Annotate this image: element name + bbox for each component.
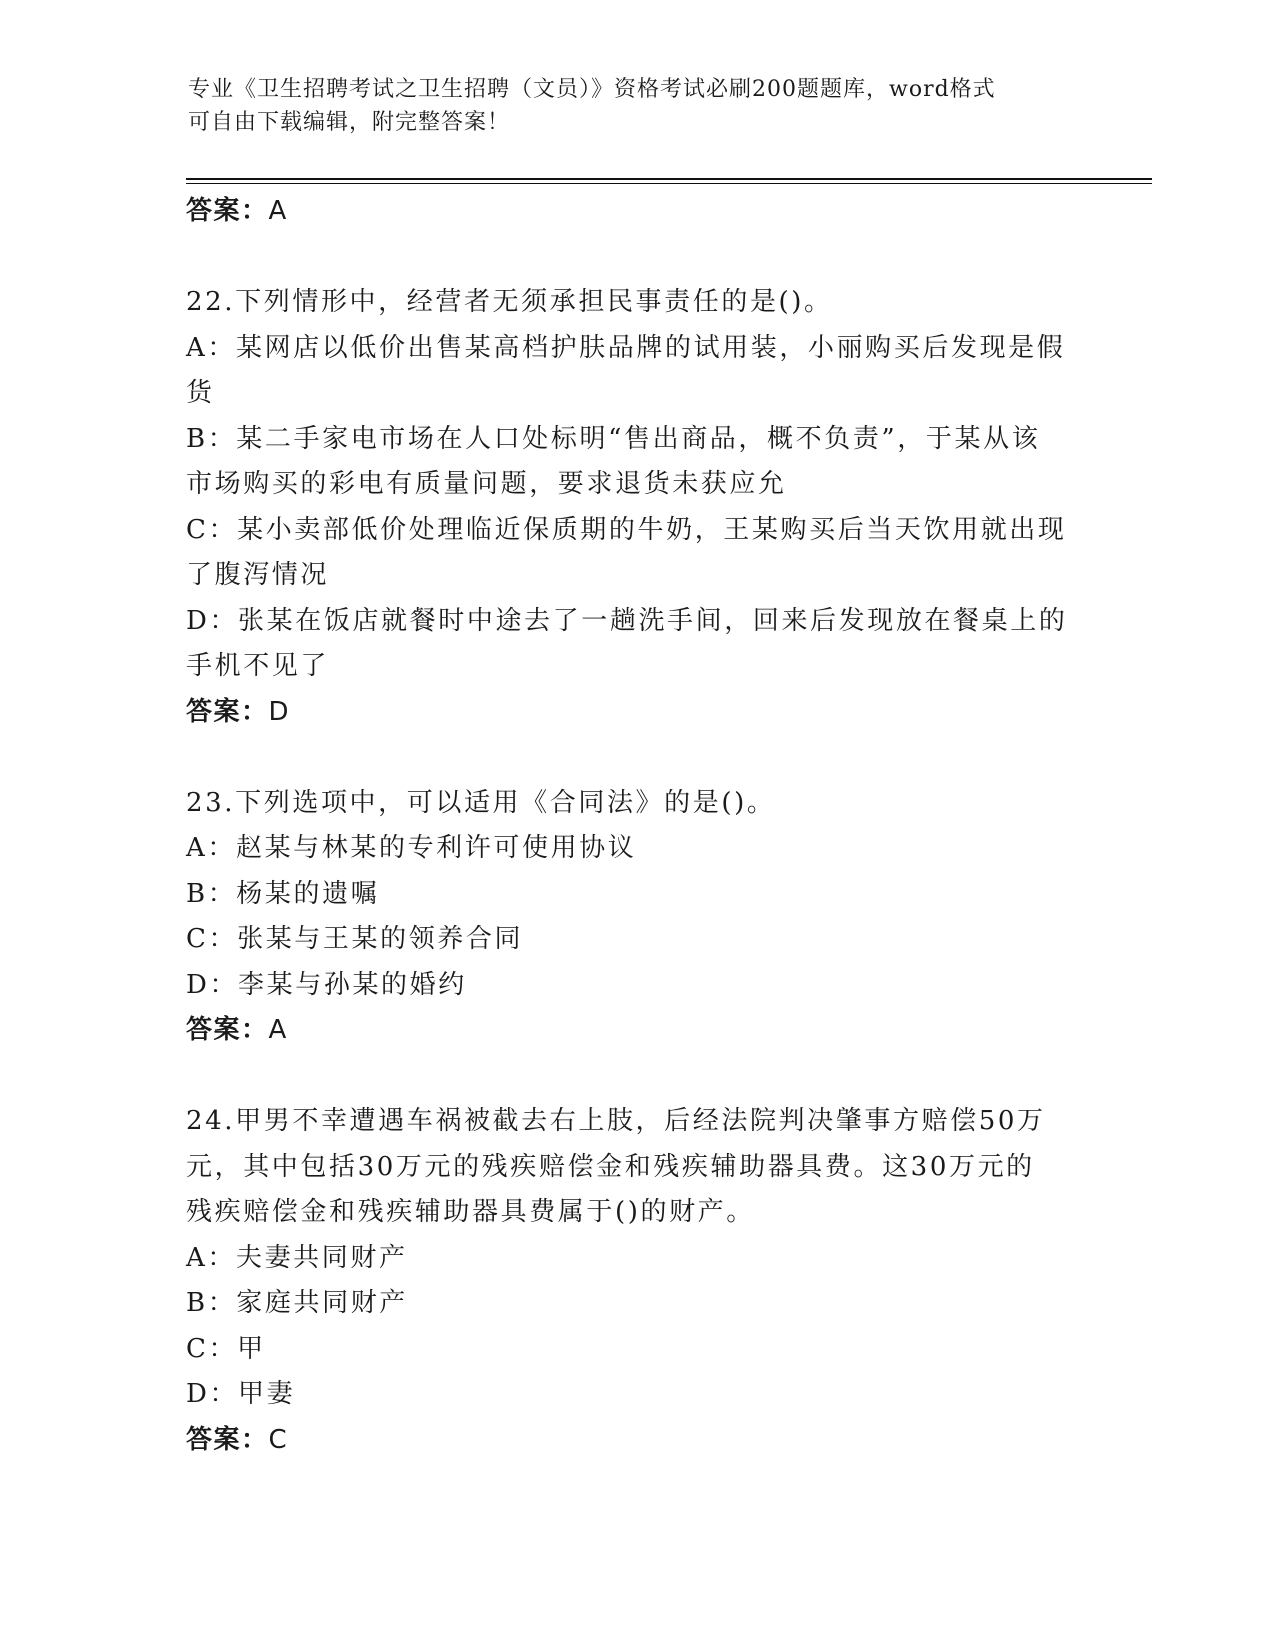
option-b: B：杨某的遗嘱 (186, 878, 380, 909)
option-c: C：某小卖部低价处理临近保质期的牛奶，王某购买后当天饮用就出现 了腹泻情况 (186, 514, 1067, 590)
question-stem: 22.下列情形中，经营者无须承担民事责任的是()。 (186, 287, 833, 317)
option-a: A：某网店以低价出售某高档护肤品牌的试用装，小丽购买后发现是假 货 (186, 332, 1066, 408)
answer-line (186, 1418, 1086, 1464)
option-b: B：某二手家电市场在人口处标明“售出商品，概不负责”，于某从该 市场购买的彩电有质量问题，要求退货未获应允 (186, 423, 1041, 499)
answer-value: C (268, 1424, 289, 1455)
answer-label: 答案： (186, 696, 269, 727)
header-rule-thick (186, 178, 1152, 180)
option-c: C：张某与王某的领养合同 (186, 924, 524, 954)
header-line-1: 专业《卫生招聘考试之卫生招聘（文员）》资格考试必刷200题题库，word格式 (188, 77, 996, 102)
answer-line (186, 690, 1086, 736)
question-24 (186, 1099, 1086, 1463)
answer-value: D (268, 696, 291, 727)
question-22 (186, 280, 1086, 735)
question-23 (186, 781, 1086, 1054)
spacer (186, 1054, 1086, 1100)
question-list (186, 189, 1086, 1463)
question-stem: 24.甲男不幸遭遇车祸被截去右上肢，后经法院判决肇事方赔偿50万 元，其中包括30万元的残疾赔偿金和残疾辅助器具费。这30万元的 残疾赔偿金和残疾辅助器具费属于()的财产。 (186, 1106, 1046, 1227)
option-a: A：夫妻共同财产 (186, 1242, 408, 1273)
answer-value: A (268, 196, 288, 226)
option-d: D：李某与孙某的婚约 (186, 969, 467, 1000)
answer-value: A (268, 1015, 288, 1045)
spacer (186, 735, 1086, 781)
option-b: B：家庭共同财产 (186, 1288, 408, 1318)
header-rule-thin (186, 183, 1152, 184)
answer-line (186, 1008, 1086, 1054)
option-d: D：张某在饭店就餐时中途去了一趟洗手间，回来后发现放在餐桌上的 手机不见了 (186, 605, 1068, 681)
spacer (186, 235, 1086, 281)
question-stem: 23.下列选项中，可以适用《合同法》的是()。 (186, 787, 776, 818)
answer-label: 答案： (186, 196, 269, 226)
answer-label: 答案： (186, 1015, 269, 1045)
document-header (188, 73, 1068, 139)
option-d: D：甲妻 (186, 1379, 296, 1409)
option-c: C：甲 (186, 1333, 266, 1364)
answer-label: 答案： (186, 1424, 269, 1455)
header-line-2: 可自由下载编辑，附完整答案！ (188, 110, 511, 135)
prev-answer-line (186, 189, 1086, 235)
option-a: A：赵某与林某的专利许可使用协议 (186, 833, 637, 863)
